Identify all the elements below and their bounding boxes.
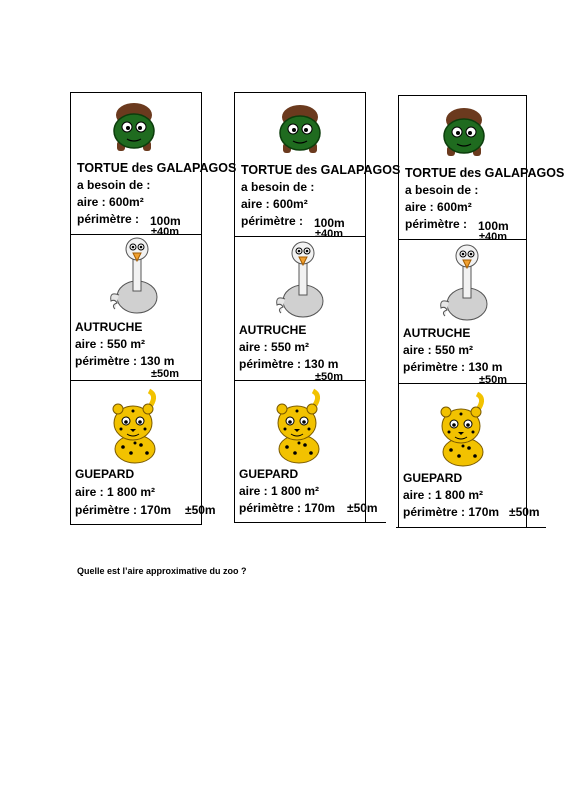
cheetah-icon <box>105 383 161 465</box>
autruche-title: AUTRUCHE <box>75 320 143 334</box>
tortue-title: TORTUE des GALAPAGOS <box>77 161 237 175</box>
autruche-tolerance: ±50m <box>479 374 508 386</box>
tortue-title: TORTUE des GALAPAGOS <box>241 163 401 177</box>
guepard-title: GUEPARD <box>75 467 135 481</box>
card-column-2 <box>234 92 401 522</box>
card-autruche <box>399 239 526 384</box>
card-autruche <box>235 236 365 381</box>
autruche-aire: aire : 550 m² <box>75 337 146 351</box>
tortue-title: TORTUE des GALAPAGOS <box>405 166 565 180</box>
guepard-title: GUEPARD <box>239 467 299 481</box>
cheetah-icon <box>433 386 489 468</box>
tortue-perimetre: périmètre : <box>77 212 140 226</box>
ostrich-icon <box>271 239 327 321</box>
tortue-need: a besoin de : <box>77 178 151 192</box>
tortue-aire: aire : 600m² <box>241 197 308 211</box>
divider <box>70 524 202 525</box>
tortue-perimetre: périmètre : <box>405 217 468 231</box>
autruche-tolerance: ±50m <box>315 371 344 383</box>
tortue-perimetre-value: 100m <box>478 219 509 233</box>
tortue-tolerance: ±40m <box>151 226 180 238</box>
card-autruche <box>71 234 201 381</box>
autruche-title: AUTRUCHE <box>239 323 307 337</box>
autruche-tolerance: ±50m <box>151 368 180 380</box>
cheetah-icon <box>269 383 325 465</box>
card-guepard <box>71 380 216 525</box>
tortue-perimetre: périmètre : <box>241 214 304 228</box>
tortue-tolerance: ±40m <box>315 228 344 240</box>
autruche-aire: aire : 550 m² <box>403 343 474 357</box>
guepard-tolerance: ±50m <box>347 501 378 515</box>
divider <box>234 522 386 523</box>
autruche-perimetre: périmètre : 130 m <box>403 360 503 374</box>
card-tortue <box>399 95 565 243</box>
guepard-tolerance: ±50m <box>509 505 540 519</box>
turtle-icon <box>109 101 159 155</box>
autruche-aire: aire : 550 m² <box>239 340 310 354</box>
card-guepard <box>235 380 378 523</box>
card-tortue <box>71 92 237 238</box>
card-guepard <box>399 383 540 528</box>
guepard-aire: aire : 1 800 m² <box>239 484 320 498</box>
tortue-aire: aire : 600m² <box>405 200 472 214</box>
turtle-icon <box>275 103 325 157</box>
tortue-need: a besoin de : <box>241 180 315 194</box>
autruche-title: AUTRUCHE <box>403 326 471 340</box>
question-text: Quelle est l’aire approximative du zoo ? <box>77 566 247 576</box>
guepard-aire: aire : 1 800 m² <box>75 485 156 499</box>
tortue-need: a besoin de : <box>405 183 479 197</box>
tortue-aire: aire : 600m² <box>77 195 144 209</box>
tortue-tolerance: ±40m <box>479 231 508 243</box>
ostrich-icon <box>105 235 161 317</box>
autruche-perimetre: périmètre : 130 m <box>75 354 175 368</box>
tortue-perimetre-value: 100m <box>150 214 181 228</box>
guepard-perimetre: périmètre : 170m <box>75 503 172 517</box>
guepard-tolerance: ±50m <box>185 503 216 517</box>
guepard-perimetre: périmètre : 170m <box>239 501 336 515</box>
ostrich-icon <box>435 242 491 324</box>
turtle-icon <box>439 106 489 160</box>
autruche-perimetre: périmètre : 130 m <box>239 357 339 371</box>
divider <box>396 527 546 528</box>
card-column-1 <box>70 92 237 524</box>
card-tortue <box>235 92 401 240</box>
card-column-3 <box>398 95 565 527</box>
tortue-perimetre-value: 100m <box>314 216 345 230</box>
guepard-perimetre: périmètre : 170m <box>403 505 500 519</box>
guepard-title: GUEPARD <box>403 471 463 485</box>
guepard-aire: aire : 1 800 m² <box>403 488 484 502</box>
